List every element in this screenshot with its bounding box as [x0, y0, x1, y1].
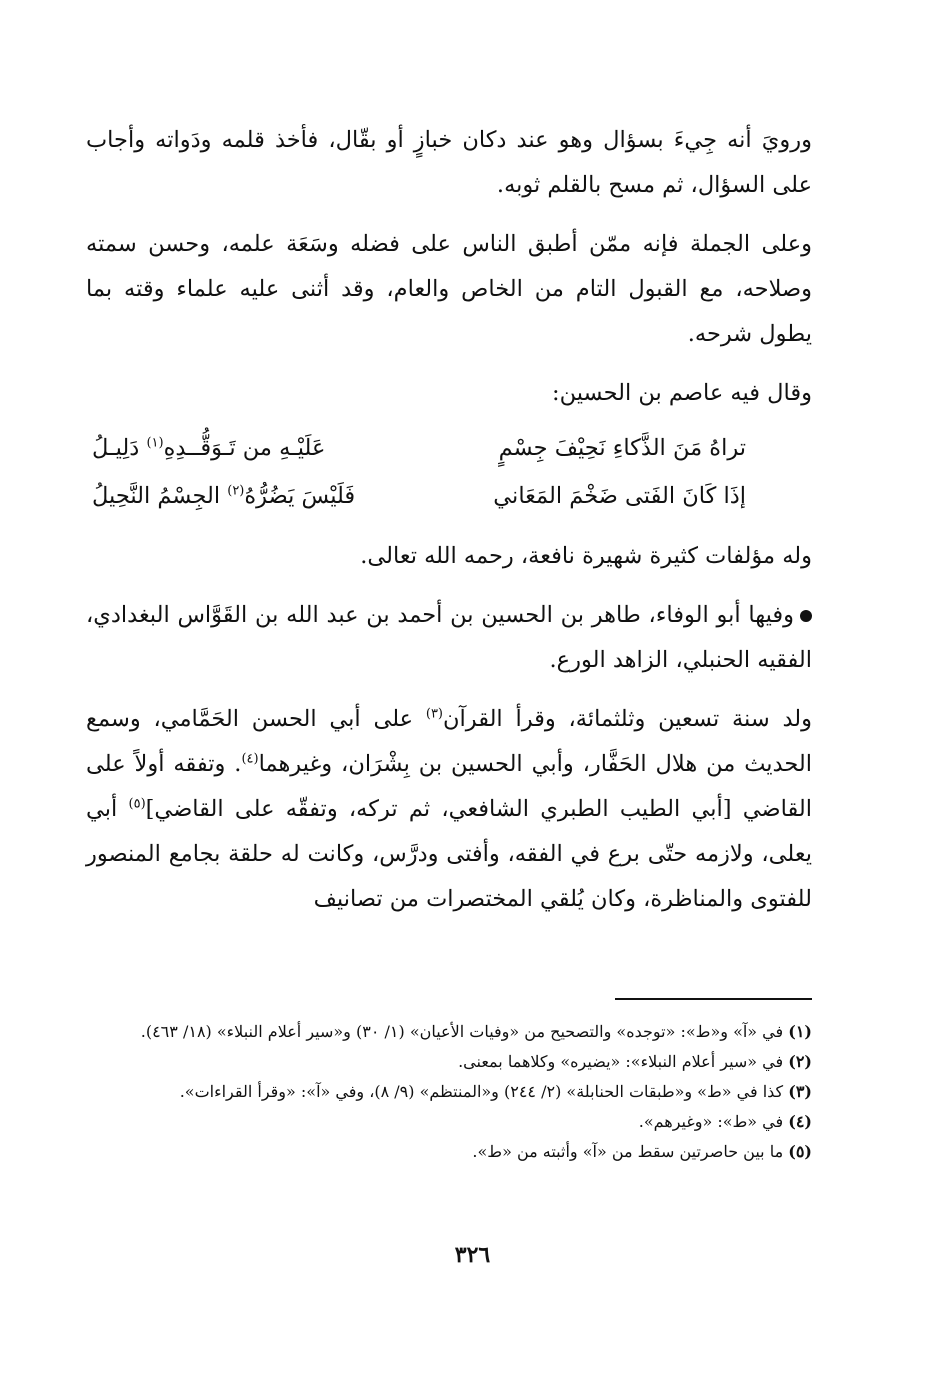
footnote-text: في «آ» و«ط»: «توجده» والتصحيح من «وفيات الأعيان» (١/ ٣٠) و«سير أعلام النبلاء» (١٨/ ٤٦٣).	[140, 1022, 789, 1041]
footnote-number: (٢)	[788, 1052, 812, 1071]
hemistich-text: دَلِيـلُ	[92, 435, 147, 461]
footnote-number: (٥)	[788, 1142, 812, 1161]
footnote-number: (٤)	[788, 1112, 812, 1131]
paragraph: ورويَ أنه جِيءَ بسؤال وهو عند دكان خبازٍ أو بقّال، فأخذ قلمه ودَواته وأجاب على السؤال، ثم مسح بالقلم ثوبه.	[86, 127, 812, 198]
footnote-text: ما بين حاصرتين سقط من «آ» وأثبته من «ط».	[472, 1142, 789, 1161]
text-run: أبي يعلى، ولازمه حتّى برع في الفقه، وأفتى ودرَّس، وكانت له حلقة بجامع المنصور للفتوى والمناظرة، وكان يُلقي المختصرات من تصانيف	[86, 796, 812, 912]
footnote-text: كذا في «ط» و«طبقات الحنابلة» (٢/ ٢٤٤) و«المنتظم» (٩/ ٨)، وفي «آ»: «وقرأ القراءات».	[179, 1082, 789, 1101]
footnote-number: (٣)	[788, 1082, 812, 1101]
footnote-ref: (٥)	[128, 796, 146, 812]
footnote	[86, 1018, 812, 1046]
text-run: على أبي الحسن الحَمَّامي، وسمع الحديث من هلال الحَفَّار، وأبي الحسين بن بِشْرَان، وغيرهما	[86, 706, 812, 777]
hemistich-text: عَلَيْـهِ من تَـوَقُّــدِهِ	[163, 435, 326, 461]
footnote-ref: (١)	[146, 435, 164, 451]
main-text	[86, 118, 812, 922]
biography-entry	[86, 593, 812, 683]
footnote-text: في «ط»: «وغيرهم».	[638, 1112, 789, 1131]
verse-line	[86, 472, 812, 520]
footnote-ref: (٤)	[241, 751, 259, 767]
bullet-icon	[800, 610, 812, 622]
text-run: ولد سنة تسعين وثلثمائة، وقرأ القرآن	[443, 706, 812, 732]
paragraph: وله مؤلفات كثيرة شهيرة نافعة، رحمه الله تعالى.	[360, 543, 812, 569]
footnotes	[86, 1018, 812, 1168]
footnote-ref: (٣)	[425, 706, 443, 722]
hemistich-text: الجِسْمُ النَّحِيلُ	[92, 483, 228, 509]
verse-first-hemistich: تراهُ مَنَ الذَّكاءِ نَحِيْفَ جِسْمٍ	[498, 435, 746, 461]
footnote-text: في «سير أعلام النبلاء»: «يضيره» وكلاهما بمعنى.	[458, 1052, 789, 1071]
text-run: . وتفقه أولاً على القاضي [أبي الطيب الطبري الشافعي، ثم تركه، وتفقّه على القاضي]	[86, 751, 813, 822]
poem-verses	[86, 424, 812, 520]
verse-first-hemistich: إذَا كَانَ الفَتى ضَخْمَ المَعَاني	[493, 483, 746, 509]
hemistich-text: فَلَيْسَ يَضُرُّهُ	[244, 483, 356, 509]
verse-second-hemistich	[92, 472, 355, 520]
verse-line	[86, 424, 812, 472]
verse-intro: وقال فيه عاصم بن الحسين:	[552, 380, 812, 406]
footnote	[86, 1108, 812, 1136]
page-number: ٣٢٦	[454, 1242, 491, 1268]
paragraph	[86, 697, 812, 922]
footnote-separator	[615, 998, 812, 1000]
footnote	[86, 1048, 812, 1076]
footnote-ref: (٢)	[227, 483, 245, 499]
footnote	[86, 1138, 812, 1166]
verse-second-hemistich	[92, 424, 325, 472]
footnote-number: (١)	[788, 1022, 812, 1041]
paragraph: وعلى الجملة فإنه ممّن أطبق الناس على فضله وسَعَة علمه، وحسن سمته وصلاحه، مع القبول التام من الخاص والعام، وقد أثنى عليه علماء وقته بما يطول شرحه.	[86, 231, 812, 347]
footnote	[86, 1078, 812, 1106]
entry-text: وفيها أبو الوفاء، طاهر بن الحسين بن أحمد بن عبد الله بن القَوَّاس البغدادي، الفقيه الحنبلي، الزاهد الورع.	[86, 602, 812, 673]
